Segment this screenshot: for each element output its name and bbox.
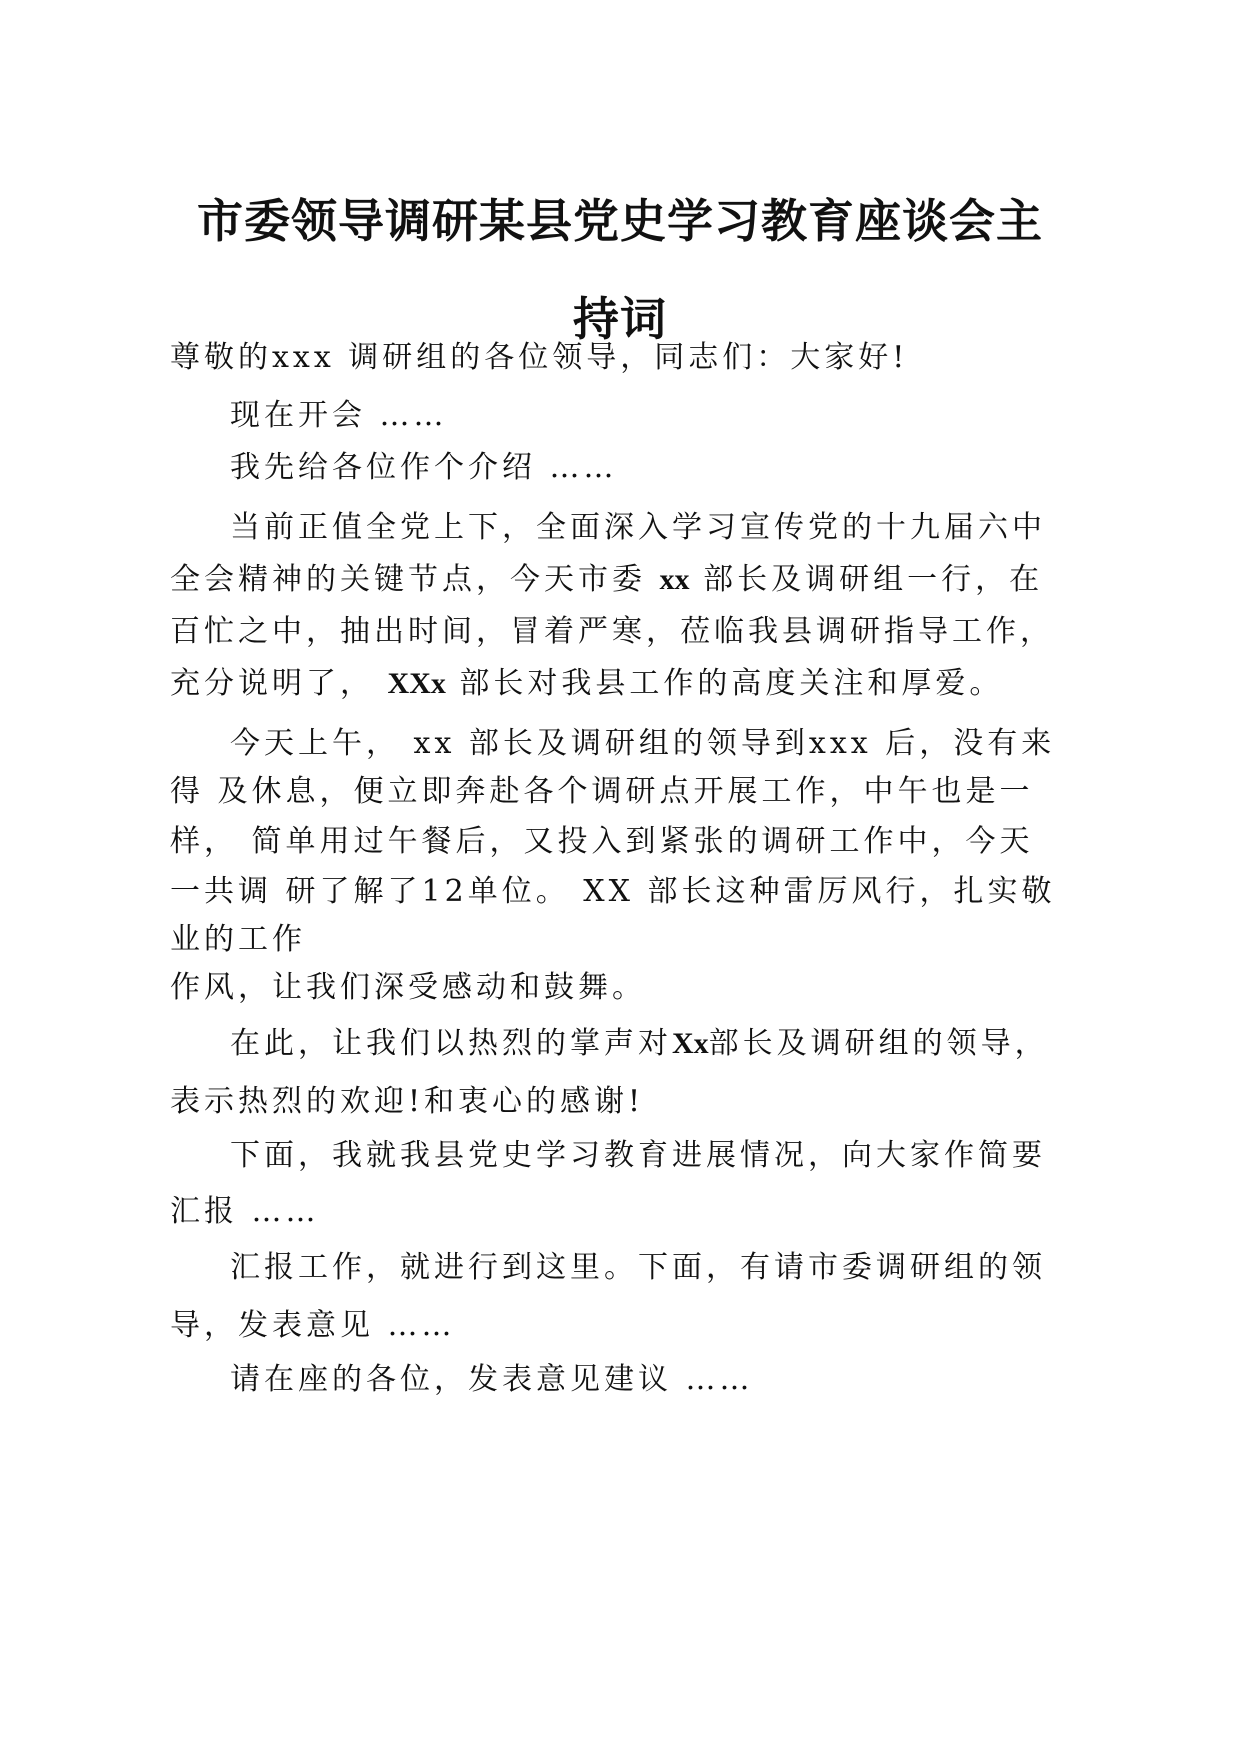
document-title-line-1: 市委领导调研某县党史学习教育座谈会主 bbox=[197, 194, 1043, 248]
text-run: 充分说明了， bbox=[170, 666, 388, 701]
paragraph-closing: 请在座的各位，发表意见建议 …… bbox=[230, 1362, 754, 1397]
salutation: 尊敬的xxx 调研组的各位领导，同志们：大家好! bbox=[170, 340, 909, 375]
text-run: 部长及调研组的领导， bbox=[708, 1026, 1049, 1061]
paragraph-4-line-6: 作风，让我们深受感动和鼓舞。 bbox=[170, 970, 646, 1005]
paragraph-5-line-1 bbox=[230, 1026, 1049, 1061]
paragraph-4-line-4: 一共调 研了解了12单位。 XX 部长这种雷厉风行，扎实敬 bbox=[170, 874, 1056, 909]
text-run: 部长及调研组一行，在 bbox=[689, 562, 1044, 597]
paragraph-3-line-1: 当前正值全党上下，全面深入学习宣传党的十九届六中 bbox=[230, 510, 1046, 545]
paragraph-3-line-3: 百忙之中，抽出时间，冒着严寒，莅临我县调研指导工作， bbox=[170, 614, 1054, 649]
document-title-line-2: 持词 bbox=[573, 292, 667, 346]
paragraph-3-line-4 bbox=[170, 666, 1004, 701]
paragraph-7-line-2: 导，发表意见 …… bbox=[170, 1308, 456, 1343]
text-run: 部长对我县工作的高度关注和厚爱。 bbox=[445, 666, 1004, 701]
paragraph-7-line-1: 汇报工作，就进行到这里。下面，有请市委调研组的领 bbox=[230, 1250, 1046, 1285]
paragraph-6-line-1: 下面，我就我县党史学习教育进展情况，向大家作简要 bbox=[230, 1138, 1046, 1173]
paragraph-introduction: 我先给各位作个介绍 …… bbox=[230, 450, 618, 485]
bold-name: xx bbox=[659, 563, 690, 596]
bold-name: Xx bbox=[672, 1027, 709, 1060]
paragraph-5-line-2: 表示热烈的欢迎!和衷心的感谢! bbox=[170, 1084, 645, 1119]
text-run: 在此，让我们以热烈的掌声对 bbox=[230, 1026, 672, 1061]
paragraph-4-line-2: 得 及休息，便立即奔赴各个调研点开展工作，中午也是一 bbox=[170, 774, 1034, 809]
paragraph-3-line-2 bbox=[170, 562, 1044, 597]
bold-name: XXx bbox=[387, 667, 446, 700]
paragraph-4-line-3: 样， 简单用过午餐后，又投入到紧张的调研工作中，今天 bbox=[170, 824, 1034, 859]
text-run: 全会精神的关键节点，今天市委 bbox=[170, 562, 660, 597]
paragraph-open-meeting: 现在开会 …… bbox=[230, 398, 448, 433]
paragraph-4-line-1: 今天上午， xx 部长及调研组的领导到xxx 后，没有来 bbox=[230, 726, 1056, 761]
paragraph-4-line-5: 业的工作 bbox=[170, 922, 306, 957]
paragraph-6-line-2: 汇报 …… bbox=[170, 1194, 320, 1229]
